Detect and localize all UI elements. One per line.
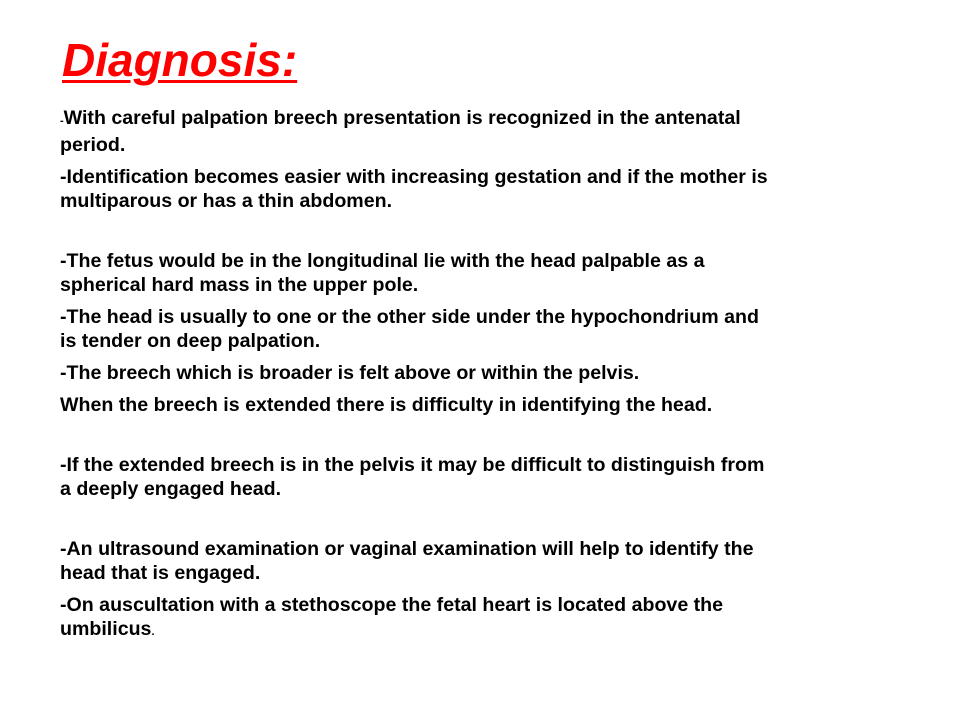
paragraph-line: period. — [60, 134, 126, 156]
paragraph-palpation — [60, 106, 910, 157]
small-dash: - — [60, 115, 64, 127]
paragraph-line: head that is engaged. — [60, 562, 261, 584]
paragraph-identification — [60, 165, 910, 213]
paragraph-line: -Identification becomes easier with increasing gestation and if the mother is — [60, 166, 768, 188]
slide-body — [60, 106, 910, 644]
paragraph-ultrasound — [60, 537, 910, 585]
slide-title: Diagnosis: — [62, 34, 298, 86]
paragraph-line: -If the extended breech is in the pelvis it may be difficult to distinguish from — [60, 454, 765, 476]
paragraph-line: a deeply engaged head. — [60, 478, 282, 500]
paragraph-line: multiparous or has a thin abdomen. — [60, 190, 393, 212]
paragraph-line: -The head is usually to one or the other side under the hypochondrium and — [60, 306, 759, 328]
paragraph-line: is tender on deep palpation. — [60, 330, 321, 352]
paragraph-engaged-head — [60, 453, 910, 501]
paragraph-line: umbilicus — [60, 618, 152, 640]
paragraph-line: -The fetus would be in the longitudinal lie with the head palpable as a — [60, 250, 705, 272]
paragraph-head-position — [60, 305, 910, 353]
paragraph-line: With careful palpation breech presentation is recognized in the antenatal — [63, 107, 741, 129]
paragraph-line: spherical hard mass in the upper pole. — [60, 274, 419, 296]
paragraph-line: When the breech is extended there is difficulty in identifying the head. — [60, 394, 713, 416]
paragraph-line: -The breech which is broader is felt above or within the pelvis. — [60, 362, 640, 384]
paragraph-auscultation — [60, 593, 910, 644]
small-period: . — [151, 626, 155, 638]
paragraph-line: -An ultrasound examination or vaginal examination will help to identify the — [60, 538, 754, 560]
paragraph-extended-breech — [60, 393, 910, 417]
paragraph-fetus-lie — [60, 249, 910, 297]
paragraph-breech-pelvis — [60, 361, 910, 385]
paragraph-line: -On auscultation with a stethoscope the fetal heart is located above the — [60, 594, 724, 616]
